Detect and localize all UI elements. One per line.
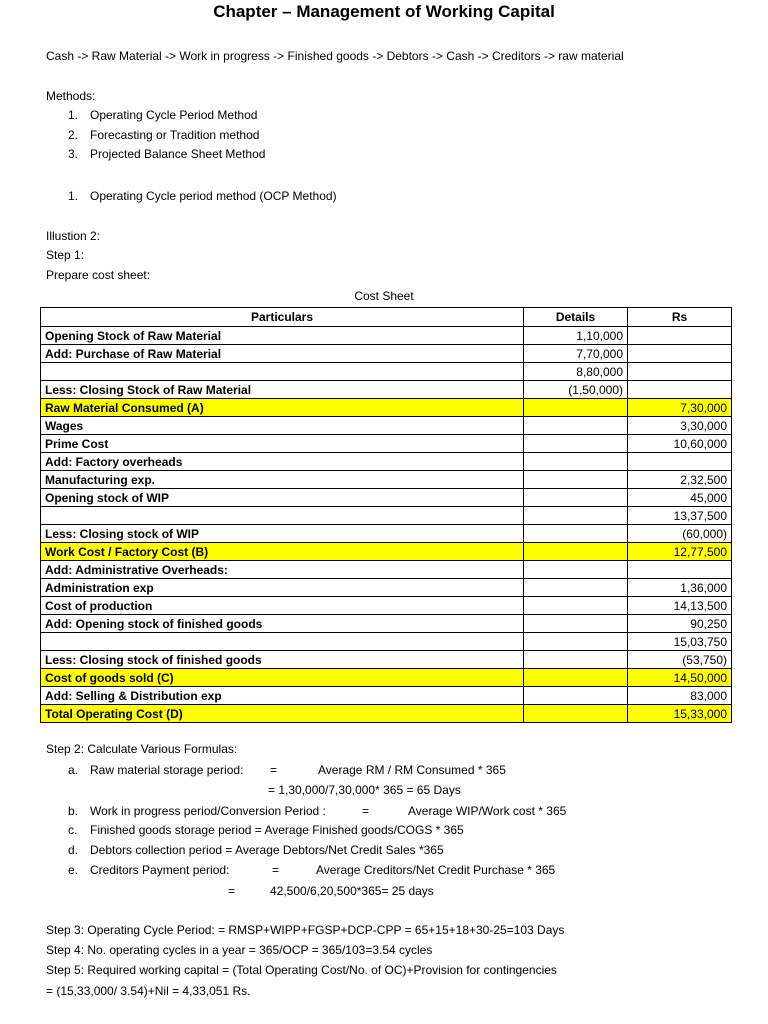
cell-rs: 14,50,000 xyxy=(628,669,732,687)
cell-particulars: Total Operating Cost (D) xyxy=(41,705,524,723)
formula-e-rhs: Average Creditors/Net Credit Purchase * 365 xyxy=(316,863,556,877)
cell-rs: (60,000) xyxy=(628,525,732,543)
table-row xyxy=(41,417,732,435)
cell-rs: 3,30,000 xyxy=(628,417,732,435)
table-row xyxy=(41,705,732,723)
cell-details: 7,70,000 xyxy=(524,345,628,363)
table-row xyxy=(41,561,732,579)
cell-details: (1,50,000) xyxy=(524,381,628,399)
table-row xyxy=(41,633,732,651)
table-row xyxy=(41,615,732,633)
table-row xyxy=(41,687,732,705)
cell-rs: 90,250 xyxy=(628,615,732,633)
method-item xyxy=(68,108,257,122)
formula-a-rhs: Average RM / RM Consumed * 365 xyxy=(318,763,506,777)
cell-details xyxy=(524,561,628,579)
formula-d-label: d. xyxy=(68,843,79,857)
cell-particulars: Less: Closing stock of WIP xyxy=(41,525,524,543)
cell-details xyxy=(524,507,628,525)
method-number: 1. xyxy=(68,108,79,122)
cell-details xyxy=(524,489,628,507)
cell-particulars: Raw Material Consumed (A) xyxy=(41,399,524,417)
step5-result: = (15,33,000/ 3.54)+Nil = 4,33,051 Rs. xyxy=(46,984,251,998)
methods-heading: Methods: xyxy=(46,89,96,103)
cell-details xyxy=(524,669,628,687)
table-row xyxy=(41,345,732,363)
cell-particulars: Cost of production xyxy=(41,597,524,615)
cell-particulars xyxy=(41,507,524,525)
method-item xyxy=(68,147,265,161)
cell-details xyxy=(524,615,628,633)
cell-particulars xyxy=(41,633,524,651)
cell-details: 8,80,000 xyxy=(524,363,628,381)
table-row xyxy=(41,543,732,561)
cell-particulars: Cost of goods sold (C) xyxy=(41,669,524,687)
cell-details xyxy=(524,633,628,651)
formula-a-equals: = xyxy=(270,763,278,777)
cell-details xyxy=(524,525,628,543)
cell-details: 1,10,000 xyxy=(524,327,628,345)
cell-particulars: Wages xyxy=(41,417,524,435)
cell-rs: 7,30,000 xyxy=(628,399,732,417)
cell-particulars: Add: Opening stock of finished goods xyxy=(41,615,524,633)
cell-particulars: Add: Selling & Distribution exp xyxy=(41,687,524,705)
table-row xyxy=(41,381,732,399)
cell-rs xyxy=(628,345,732,363)
table-row xyxy=(41,669,732,687)
formula-c-text: Finished goods storage period = Average Finished goods/COGS * 365 xyxy=(90,823,464,837)
header-details: Details xyxy=(524,308,628,327)
cell-rs: 10,60,000 xyxy=(628,435,732,453)
cell-rs xyxy=(628,561,732,579)
cell-rs: 12,77,500 xyxy=(628,543,732,561)
cell-rs xyxy=(628,453,732,471)
cell-rs: 15,03,750 xyxy=(628,633,732,651)
cell-rs: 13,37,500 xyxy=(628,507,732,525)
formula-d-text: Debtors collection period = Average Debtors/Net Credit Sales *365 xyxy=(90,843,444,857)
formula-e-equals: = xyxy=(272,863,280,877)
cell-particulars: Opening stock of WIP xyxy=(41,489,524,507)
cell-rs: 15,33,000 xyxy=(628,705,732,723)
cell-particulars: Prime Cost xyxy=(41,435,524,453)
ocp-method-item xyxy=(68,189,337,203)
formula-a-text: Raw material storage period: xyxy=(90,763,244,777)
cell-rs xyxy=(628,381,732,399)
formula-e-equals-2: = xyxy=(228,884,236,898)
table-row xyxy=(41,651,732,669)
cell-particulars: Work Cost / Factory Cost (B) xyxy=(41,543,524,561)
cell-rs xyxy=(628,363,732,381)
cell-particulars: Opening Stock of Raw Material xyxy=(41,327,524,345)
cell-rs: 1,36,000 xyxy=(628,579,732,597)
table-row xyxy=(41,471,732,489)
method-text: Operating Cycle Period Method xyxy=(90,108,258,122)
table-row xyxy=(41,525,732,543)
formula-b-text: Work in progress period/Conversion Period : xyxy=(90,804,326,818)
illustration-label: Illustion 2: xyxy=(46,229,101,243)
formula-e-result: 42,500/6,20,500*365= 25 days xyxy=(270,884,434,898)
method-item xyxy=(68,128,259,142)
formula-b-equals: = xyxy=(362,804,370,818)
cell-details xyxy=(524,597,628,615)
cell-details xyxy=(524,543,628,561)
table-row xyxy=(41,579,732,597)
table-row xyxy=(41,489,732,507)
header-rs: Rs xyxy=(628,308,732,327)
method-number: 3. xyxy=(68,147,79,161)
method-text: Forecasting or Tradition method xyxy=(90,128,260,142)
cell-rs: 45,000 xyxy=(628,489,732,507)
table-row xyxy=(41,597,732,615)
cell-particulars: Add: Purchase of Raw Material xyxy=(41,345,524,363)
cell-rs: 2,32,500 xyxy=(628,471,732,489)
formula-e-text: Creditors Payment period: xyxy=(90,863,230,877)
cell-details xyxy=(524,651,628,669)
cell-details xyxy=(524,705,628,723)
ocp-text: Operating Cycle period method (OCP Method) xyxy=(90,189,337,203)
formula-a-label: a. xyxy=(68,763,79,777)
header-particulars: Particulars xyxy=(41,308,524,327)
table-row xyxy=(41,453,732,471)
cell-particulars: Add: Administrative Overheads: xyxy=(41,561,524,579)
table-row xyxy=(41,399,732,417)
prepare-cost-sheet: Prepare cost sheet: xyxy=(46,268,151,282)
table-row xyxy=(41,327,732,345)
cell-details xyxy=(524,687,628,705)
cell-particulars: Add: Factory overheads xyxy=(41,453,524,471)
cell-particulars: Less: Closing stock of finished goods xyxy=(41,651,524,669)
cell-rs: 83,000 xyxy=(628,687,732,705)
formula-b-label: b. xyxy=(68,804,79,818)
cell-particulars xyxy=(41,363,524,381)
method-text: Projected Balance Sheet Method xyxy=(90,147,266,161)
cell-details xyxy=(524,471,628,489)
step2-heading: Step 2: Calculate Various Formulas: xyxy=(46,742,238,756)
cell-rs xyxy=(628,327,732,345)
formula-c-label: c. xyxy=(68,823,78,837)
method-number: 2. xyxy=(68,128,79,142)
ocp-number: 1. xyxy=(68,189,79,203)
step5-text: Step 5: Required working capital = (Total Operating Cost/No. of OC)+Provision for contingencies xyxy=(46,963,557,977)
formula-b-rhs: Average WIP/Work cost * 365 xyxy=(408,804,567,818)
cell-rs: (53,750) xyxy=(628,651,732,669)
cell-particulars: Less: Closing Stock of Raw Material xyxy=(41,381,524,399)
cost-sheet-table xyxy=(40,307,732,723)
cell-particulars: Manufacturing exp. xyxy=(41,471,524,489)
cell-details xyxy=(524,435,628,453)
formula-e-label: e. xyxy=(68,863,79,877)
cell-details xyxy=(524,417,628,435)
cell-details xyxy=(524,579,628,597)
cell-details xyxy=(524,453,628,471)
step4-text: Step 4: No. operating cycles in a year = 365/OCP = 365/103=3.54 cycles xyxy=(46,943,433,957)
table-row xyxy=(41,435,732,453)
table-row xyxy=(41,507,732,525)
step3-text: Step 3: Operating Cycle Period: = RMSP+WIPP+FGSP+DCP-CPP = 65+15+18+30-25=103 Days xyxy=(46,923,565,937)
cell-details xyxy=(524,399,628,417)
cell-particulars: Administration exp xyxy=(41,579,524,597)
cell-rs: 14,13,500 xyxy=(628,597,732,615)
page-title: Chapter – Management of Working Capital xyxy=(213,2,555,21)
working-capital-cycle: Cash -> Raw Material -> Work in progress -> Finished goods -> Debtors -> Cash -> Creditors -> raw material xyxy=(46,49,624,63)
table-caption: Cost Sheet xyxy=(354,289,414,303)
formula-a-result: = 1,30,000/7,30,000* 365 = 65 Days xyxy=(268,783,461,797)
table-row xyxy=(41,363,732,381)
step1-label: Step 1: xyxy=(46,248,85,262)
table-header-row xyxy=(41,308,732,327)
